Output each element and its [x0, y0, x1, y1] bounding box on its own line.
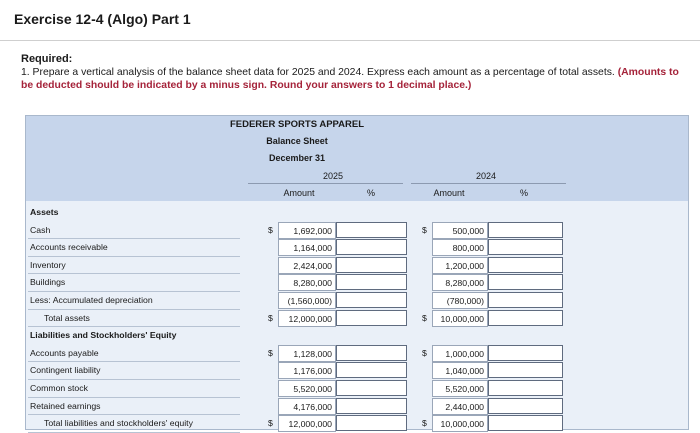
amount-2025-cell: 4,176,000 — [278, 398, 336, 415]
row-label: Contingent liability — [28, 362, 240, 380]
row-label: Retained earnings — [28, 398, 240, 416]
amount-2024-cell: 2,440,000 — [432, 398, 488, 415]
amount-2024-cell: 1,000,000 — [432, 345, 488, 362]
header-divider — [0, 40, 700, 41]
pct-2025-input[interactable] — [336, 345, 407, 361]
amount-2025-cell: 12,000,000 — [278, 310, 336, 327]
row-label: Common stock — [28, 380, 240, 398]
amount-2024-cell: 1,200,000 — [432, 257, 488, 274]
statement-name: Balance Sheet — [266, 136, 328, 146]
amount-2025-cell: 1,128,000 — [278, 345, 336, 362]
year-2025-header: 2025 — [322, 171, 344, 181]
dollar-sign: $ — [422, 347, 427, 358]
pct-2025-input[interactable] — [336, 415, 407, 431]
amount-2024-cell: 1,040,000 — [432, 362, 488, 379]
row-label: Less: Accumulated depreciation — [28, 292, 240, 310]
section-heading: Liabilities and Stockholders' Equity — [30, 330, 177, 341]
amount-2025-cell: 8,280,000 — [278, 274, 336, 291]
header-rule-2024 — [411, 183, 566, 184]
amount-2024-cell: 5,520,000 — [432, 380, 488, 397]
amount-2024-cell: 500,000 — [432, 222, 488, 239]
dollar-sign: $ — [268, 347, 273, 358]
required-text: 1. Prepare a vertical analysis of the balance sheet data for 2025 and 2024. Express each amount as a percentage of total assets. — [21, 67, 615, 78]
pct-2025-input[interactable] — [336, 362, 407, 378]
pct-2024-input[interactable] — [488, 380, 563, 396]
pct-2024-input[interactable] — [488, 398, 563, 414]
statement-date: December 31 — [268, 153, 326, 163]
pct-2025-input[interactable] — [336, 257, 407, 273]
pct-2025-input[interactable] — [336, 239, 407, 255]
balance-sheet-worksheet — [25, 115, 689, 430]
amount-2024-cell: 10,000,000 — [432, 415, 488, 432]
pct-2025-header: % — [366, 188, 375, 198]
pct-2024-input[interactable] — [488, 257, 563, 273]
amount-2025-cell: 2,424,000 — [278, 257, 336, 274]
header-rule-2025 — [248, 183, 403, 184]
year-2024-header: 2024 — [475, 171, 497, 181]
amount-2024-cell: 8,280,000 — [432, 274, 488, 291]
pct-2024-input[interactable] — [488, 362, 563, 378]
dollar-sign: $ — [268, 224, 273, 235]
pct-2025-input[interactable] — [336, 292, 407, 308]
dollar-sign: $ — [268, 418, 273, 429]
row-labels — [28, 204, 240, 433]
amount-2025-header: Amount — [283, 188, 315, 198]
row-label: Total assets — [28, 310, 240, 328]
row-label: Accounts receivable — [28, 239, 240, 257]
amount-2025-cell: 5,520,000 — [278, 380, 336, 397]
pct-2024-header: % — [519, 188, 528, 198]
pct-2024-input[interactable] — [488, 292, 563, 308]
amount-2025-cell: 1,692,000 — [278, 222, 336, 239]
section-heading: Assets — [30, 207, 59, 217]
row-label: Total liabilities and stockholders' equity — [28, 415, 240, 433]
dollar-sign: $ — [422, 418, 427, 429]
pct-2024-input[interactable] — [488, 415, 563, 431]
row-label: Cash — [28, 222, 240, 240]
amount-2024-cell: (780,000) — [432, 292, 488, 309]
row-label: Buildings — [28, 274, 240, 292]
pct-2025-input[interactable] — [336, 398, 407, 414]
pct-2025-input[interactable] — [336, 380, 407, 396]
required-instructions — [21, 66, 681, 92]
required-emphasis: (Amounts to be deducted should be indicated by a minus sign. Round your answers to 1 decimal place.) — [21, 67, 679, 91]
amount-2024-cell: 800,000 — [432, 239, 488, 256]
pct-2025-input[interactable] — [336, 274, 407, 290]
required-heading: Required: — [21, 53, 73, 65]
pct-2024-input[interactable] — [488, 274, 563, 290]
row-label: Inventory — [28, 257, 240, 275]
pct-2024-input[interactable] — [488, 310, 563, 326]
pct-2025-input[interactable] — [336, 310, 407, 326]
pct-2024-input[interactable] — [488, 345, 563, 361]
pct-2025-input[interactable] — [336, 222, 407, 238]
amount-2025-cell: (1,560,000) — [278, 292, 336, 309]
amount-2025-cell: 1,164,000 — [278, 239, 336, 256]
amount-2024-header: Amount — [433, 188, 465, 198]
pct-2024-input[interactable] — [488, 222, 563, 238]
row-label: Accounts payable — [28, 345, 240, 363]
dollar-sign: $ — [422, 312, 427, 323]
dollar-sign: $ — [268, 312, 273, 323]
amount-2024-cell: 10,000,000 — [432, 310, 488, 327]
exercise-title: Exercise 12-4 (Algo) Part 1 — [14, 11, 191, 27]
company-name: FEDERER SPORTS APPAREL — [229, 119, 365, 130]
dollar-sign: $ — [422, 224, 427, 235]
amount-2025-cell: 12,000,000 — [278, 415, 336, 432]
pct-2024-input[interactable] — [488, 239, 563, 255]
amount-2025-cell: 1,176,000 — [278, 362, 336, 379]
